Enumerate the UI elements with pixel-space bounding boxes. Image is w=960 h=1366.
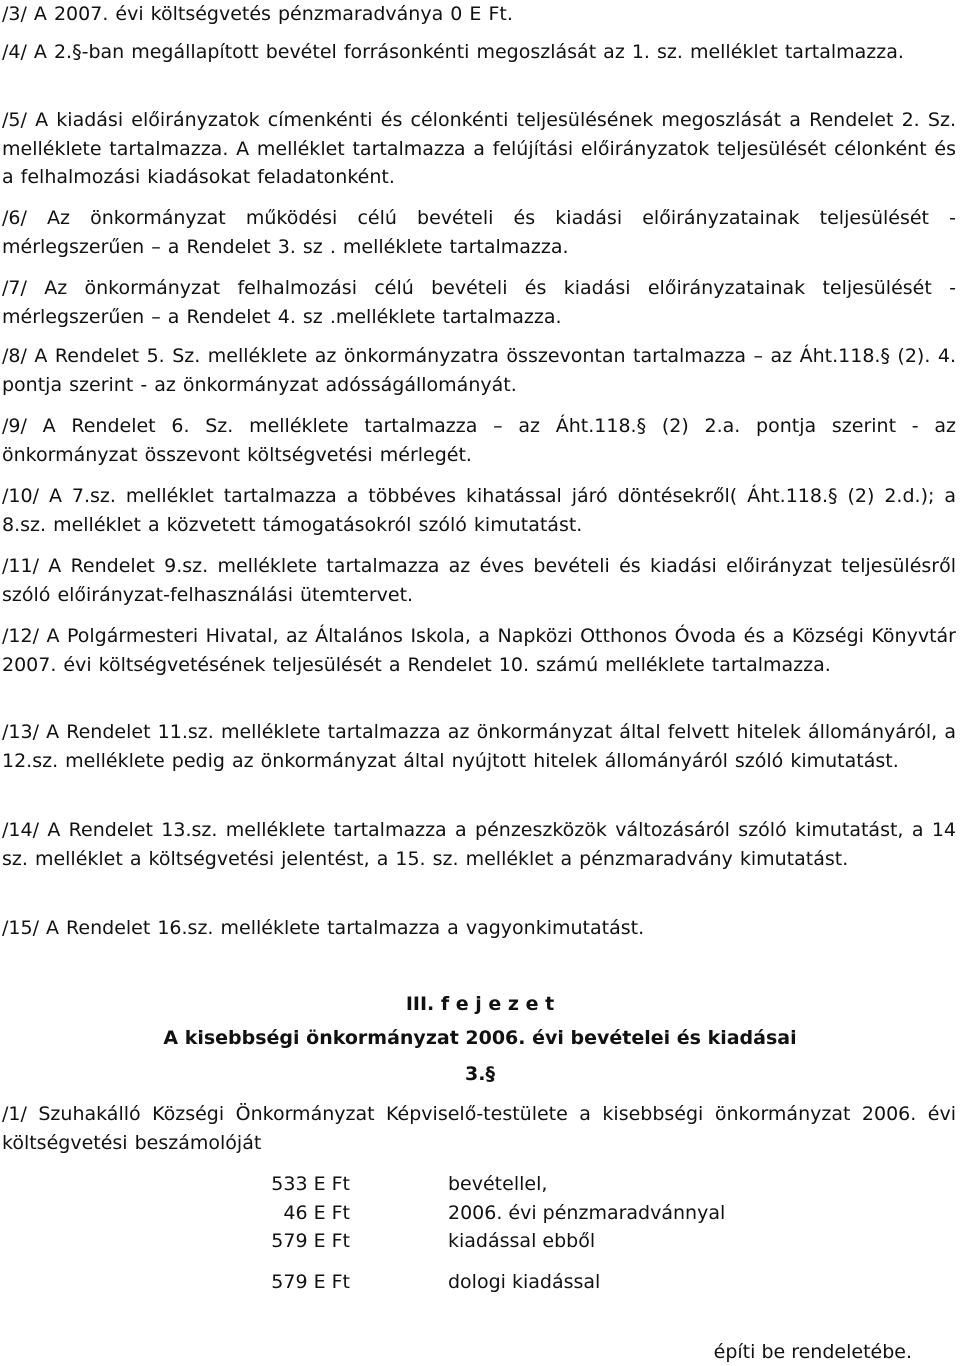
table-description: bevétellel, bbox=[448, 1173, 548, 1195]
closing-text: építi be rendeletébe. bbox=[713, 1341, 912, 1363]
table-amount: 579 E Ft bbox=[271, 1271, 350, 1293]
table-description: kiadással ebből bbox=[448, 1230, 596, 1252]
table-amount: 46 E Ft bbox=[283, 1202, 350, 1224]
paragraph-9: /9/ A Rendelet 6. Sz. melléklete tartalmazza – az Áht.118.§ (2) 2.a. pontja szerint - az önkormányzat összevont költségvetési mérlegét. bbox=[2, 415, 956, 466]
paragraph-15: /15/ A Rendelet 16.sz. melléklete tartalmazza a vagyonkimutatást. bbox=[2, 917, 645, 939]
table-amount: 579 E Ft bbox=[271, 1230, 350, 1252]
section-number: 3.§ bbox=[465, 1063, 495, 1085]
paragraph-14: /14/ A Rendelet 13.sz. melléklete tartalmazza a pénzeszközök változásáról szóló kimutatást, a 14 sz. melléklet a költségvetési jelentést, a 15. sz. melléklet a pénzmaradvány kimutatást. bbox=[2, 819, 956, 870]
table-description: dologi kiadással bbox=[448, 1271, 601, 1293]
paragraph-5: /5/ A kiadási előirányzatok címenkénti és célonkénti teljesülésének megoszlását a Rendelet 2. Sz. melléklete tartalmazza. A melléklet tartalmazza a felújítási előirányzatok teljesülését célonként és a felhalmozási kiadásokat feladatonként. bbox=[2, 109, 956, 188]
intro-paragraph: /1/ Szuhakálló Községi Önkormányzat Képviselő-testülete a kisebbségi önkormányzat 2006. évi költségvetési beszámolóját bbox=[2, 1103, 956, 1154]
paragraph-4: /4/ A 2.§-ban megállapított bevétel forrásonkénti megoszlását az 1. sz. melléklet tartalmazza. bbox=[2, 41, 904, 63]
paragraph-11: /11/ A Rendelet 9.sz. melléklete tartalmazza az éves bevételi és kiadási előirányzat teljesülésről szóló előirányzat-felhasználási ütemtervet. bbox=[2, 555, 956, 606]
paragraph-10: /10/ A 7.sz. melléklet tartalmazza a többéves kihatással járó döntésekről( Áht.118.§ (2) 2.d.); a 8.sz. melléklet a közvetett támogatásokról szóló kimutatást. bbox=[2, 485, 956, 536]
paragraph-13: /13/ A Rendelet 11.sz. melléklete tartalmazza az önkormányzat által felvett hitelek állományáról, a 12.sz. melléklete pedig az önkormányzat által nyújtott hitelek állományáról szóló kimutatást. bbox=[2, 721, 956, 772]
paragraph-12: /12/ A Polgármesteri Hivatal, az Általános Iskola, a Napközi Otthonos Óvoda és a Községi Könyvtár 2007. évi költségvetésének teljesülését a Rendelet 10. számú melléklete tartalmazza. bbox=[2, 625, 956, 676]
chapter-title: A kisebbségi önkormányzat 2006. évi bevételei és kiadásai bbox=[163, 1027, 797, 1049]
paragraph-3: /3/ A 2007. évi költségvetés pénzmaradványa 0 E Ft. bbox=[2, 3, 513, 25]
paragraph-7: /7/ Az önkormányzat felhalmozási célú bevételi és kiadási előirányzatainak teljesülését - mérlegszerűen – a Rendelet 4. sz .melléklete tartalmazza. bbox=[2, 277, 956, 328]
table-description: 2006. évi pénzmaradvánnyal bbox=[448, 1202, 726, 1224]
paragraph-6: /6/ Az önkormányzat működési célú bevételi és kiadási előirányzatainak teljesülését - mérlegszerűen – a Rendelet 3. sz . melléklete tartalmazza. bbox=[2, 207, 956, 258]
paragraph-8: /8/ A Rendelet 5. Sz. melléklete az önkormányzatra összevontan tartalmazza – az Áht.118.§ (2). 4. pontja szerint - az önkormányzat adósságállományát. bbox=[2, 345, 956, 396]
table-amount: 533 E Ft bbox=[271, 1173, 350, 1195]
chapter-number: III. f e j e z e t bbox=[405, 993, 555, 1015]
